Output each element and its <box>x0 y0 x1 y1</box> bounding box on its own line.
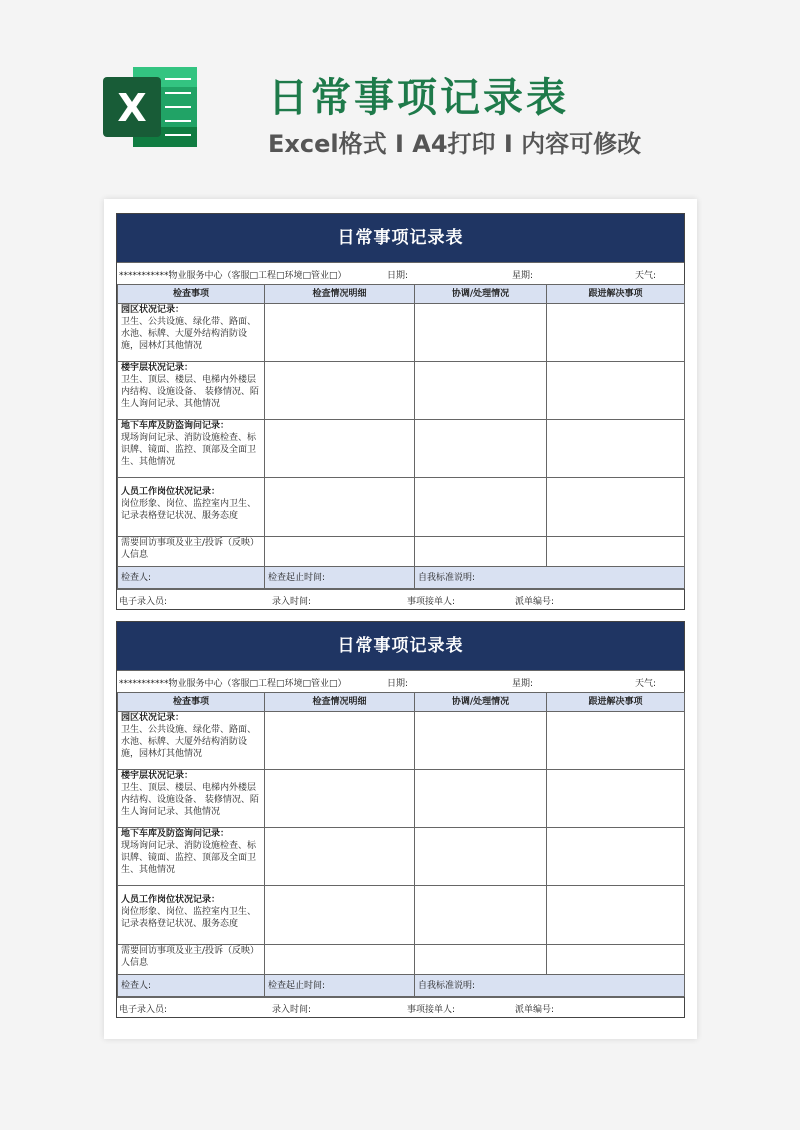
check-item-title: 园区状况记录： <box>121 305 185 315</box>
column-header: 检查情况明细 <box>265 693 415 712</box>
check-item-title: 楼宇层状况记录： <box>121 363 194 373</box>
table-row <box>118 304 685 362</box>
check-item-detail: 卫生、顶层、楼层、电梯内外楼层内结构、设施设备、 装修情况、陌生人询问记录、其他情况 <box>121 783 259 817</box>
handling-cell[interactable] <box>415 945 547 975</box>
detail-cell[interactable] <box>265 828 415 886</box>
check-item-cell <box>118 712 265 770</box>
check-item-cell <box>118 537 265 567</box>
service-center-label: ***********物业服务中心（客服□工程□环境□管业□） <box>119 271 347 281</box>
document-sheet <box>104 199 697 1039</box>
detail-cell[interactable] <box>265 420 415 478</box>
followup-cell[interactable] <box>547 304 685 362</box>
table-row <box>118 478 685 537</box>
handling-cell[interactable] <box>415 362 547 420</box>
check-item-detail: 需要回访事项及业主/投诉（反映）人信息 <box>121 946 260 968</box>
followup-cell[interactable] <box>547 828 685 886</box>
table-row <box>118 537 685 567</box>
info-row <box>117 262 684 284</box>
handling-cell[interactable] <box>415 712 547 770</box>
info-row <box>117 670 684 692</box>
check-item-detail: 现场询问记录、消防设施检查、标识牌、镜面、监控、顶部及全面卫生、其他情况 <box>121 841 257 875</box>
check-item-detail: 卫生、顶层、楼层、电梯内外楼层内结构、设施设备、 装修情况、陌生人询问记录、其他情况 <box>121 375 259 409</box>
table-row <box>118 945 685 975</box>
weekday-field[interactable]: 星期: <box>512 271 534 281</box>
table-row <box>118 828 685 886</box>
check-item-title: 楼宇层状况记录： <box>121 771 194 781</box>
weather-field[interactable]: 天气: <box>635 271 657 281</box>
detail-cell[interactable] <box>265 362 415 420</box>
inspection-time-field[interactable]: 检查起止时间: <box>265 567 415 589</box>
inspection-time-field[interactable]: 检查起止时间: <box>265 975 415 997</box>
table-row <box>118 770 685 828</box>
standard-field[interactable]: 自我标准说明: <box>415 567 685 589</box>
record-form <box>116 621 685 1018</box>
dispatch-number-field[interactable]: 派单编号: <box>515 1005 555 1015</box>
column-header: 跟进解决事项 <box>547 693 685 712</box>
dispatch-number-field[interactable]: 派单编号: <box>515 597 555 607</box>
check-item-detail: 岗位形象、岗位、监控室内卫生、记录表格登记状况、服务态度 <box>121 499 257 521</box>
weather-field[interactable]: 天气: <box>635 679 657 689</box>
check-item-cell <box>118 304 265 362</box>
check-item-detail: 卫生、公共设施、绿化带、路面、水池、标牌、大厦外结构消防设施，园林灯其他情况 <box>121 317 257 351</box>
followup-cell[interactable] <box>547 886 685 945</box>
followup-cell[interactable] <box>547 420 685 478</box>
date-field[interactable]: 日期: <box>387 679 409 689</box>
check-item-title: 人员工作岗位状况记录： <box>121 487 221 497</box>
record-form <box>116 213 685 610</box>
table-row <box>118 420 685 478</box>
followup-cell[interactable] <box>547 478 685 537</box>
checker-row <box>118 975 685 997</box>
detail-cell[interactable] <box>265 945 415 975</box>
check-item-detail: 岗位形象、岗位、监控室内卫生、记录表格登记状况、服务态度 <box>121 907 257 929</box>
footer-row <box>117 589 684 609</box>
check-item-title: 地下车库及防盗询问记录： <box>121 421 230 431</box>
handling-cell[interactable] <box>415 770 547 828</box>
check-item-title: 人员工作岗位状况记录： <box>121 895 221 905</box>
excel-letter: X <box>117 86 147 130</box>
check-item-cell <box>118 828 265 886</box>
record-table <box>117 692 685 997</box>
detail-cell[interactable] <box>265 886 415 945</box>
form-title: 日常事项记录表 <box>117 214 684 262</box>
detail-cell[interactable] <box>265 304 415 362</box>
entry-time-field[interactable]: 录入时间: <box>272 597 312 607</box>
followup-cell[interactable] <box>547 945 685 975</box>
standard-field[interactable]: 自我标准说明: <box>415 975 685 997</box>
check-item-cell <box>118 770 265 828</box>
followup-cell[interactable] <box>547 537 685 567</box>
column-header: 检查情况明细 <box>265 285 415 304</box>
table-row <box>118 886 685 945</box>
check-item-cell <box>118 886 265 945</box>
table-row <box>118 362 685 420</box>
excel-icon <box>103 63 201 151</box>
entry-time-field[interactable]: 录入时间: <box>272 1005 312 1015</box>
detail-cell[interactable] <box>265 770 415 828</box>
check-item-cell <box>118 362 265 420</box>
detail-cell[interactable] <box>265 478 415 537</box>
check-item-cell <box>118 420 265 478</box>
page-title: 日常事项记录表 <box>268 75 569 121</box>
check-item-title: 园区状况记录： <box>121 713 185 723</box>
inspector-field[interactable]: 检查人: <box>118 567 265 589</box>
form-title: 日常事项记录表 <box>117 622 684 670</box>
detail-cell[interactable] <box>265 537 415 567</box>
followup-cell[interactable] <box>547 362 685 420</box>
check-item-cell <box>118 945 265 975</box>
detail-cell[interactable] <box>265 712 415 770</box>
check-item-detail: 现场询问记录、消防设施检查、标识牌、镜面、监控、顶部及全面卫生、其他情况 <box>121 433 257 467</box>
entry-clerk-field[interactable]: 电子录入员: <box>119 1005 168 1015</box>
table-row <box>118 712 685 770</box>
handling-cell[interactable] <box>415 537 547 567</box>
checker-row <box>118 567 685 589</box>
page-subtitle: Excel格式 I A4打印 I 内容可修改 <box>268 130 642 158</box>
receiver-field[interactable]: 事项接单人: <box>407 597 456 607</box>
receiver-field[interactable]: 事项接单人: <box>407 1005 456 1015</box>
followup-cell[interactable] <box>547 712 685 770</box>
record-table <box>117 284 685 589</box>
footer-row <box>117 997 684 1017</box>
handling-cell[interactable] <box>415 886 547 945</box>
handling-cell[interactable] <box>415 304 547 362</box>
check-item-detail: 卫生、公共设施、绿化带、路面、水池、标牌、大厦外结构消防设施，园林灯其他情况 <box>121 725 257 759</box>
handling-cell[interactable] <box>415 828 547 886</box>
check-item-detail: 需要回访事项及业主/投诉（反映）人信息 <box>121 538 260 560</box>
column-header: 检查事项 <box>118 693 265 712</box>
column-header: 协调/处理情况 <box>415 693 547 712</box>
inspector-field[interactable]: 检查人: <box>118 975 265 997</box>
weekday-field[interactable]: 星期: <box>512 679 534 689</box>
check-item-title: 地下车库及防盗询问记录： <box>121 829 230 839</box>
handling-cell[interactable] <box>415 478 547 537</box>
column-header: 跟进解决事项 <box>547 285 685 304</box>
handling-cell[interactable] <box>415 420 547 478</box>
service-center-label: ***********物业服务中心（客服□工程□环境□管业□） <box>119 679 347 689</box>
check-item-cell <box>118 478 265 537</box>
column-header: 协调/处理情况 <box>415 285 547 304</box>
entry-clerk-field[interactable]: 电子录入员: <box>119 597 168 607</box>
followup-cell[interactable] <box>547 770 685 828</box>
date-field[interactable]: 日期: <box>387 271 409 281</box>
column-header: 检查事项 <box>118 285 265 304</box>
